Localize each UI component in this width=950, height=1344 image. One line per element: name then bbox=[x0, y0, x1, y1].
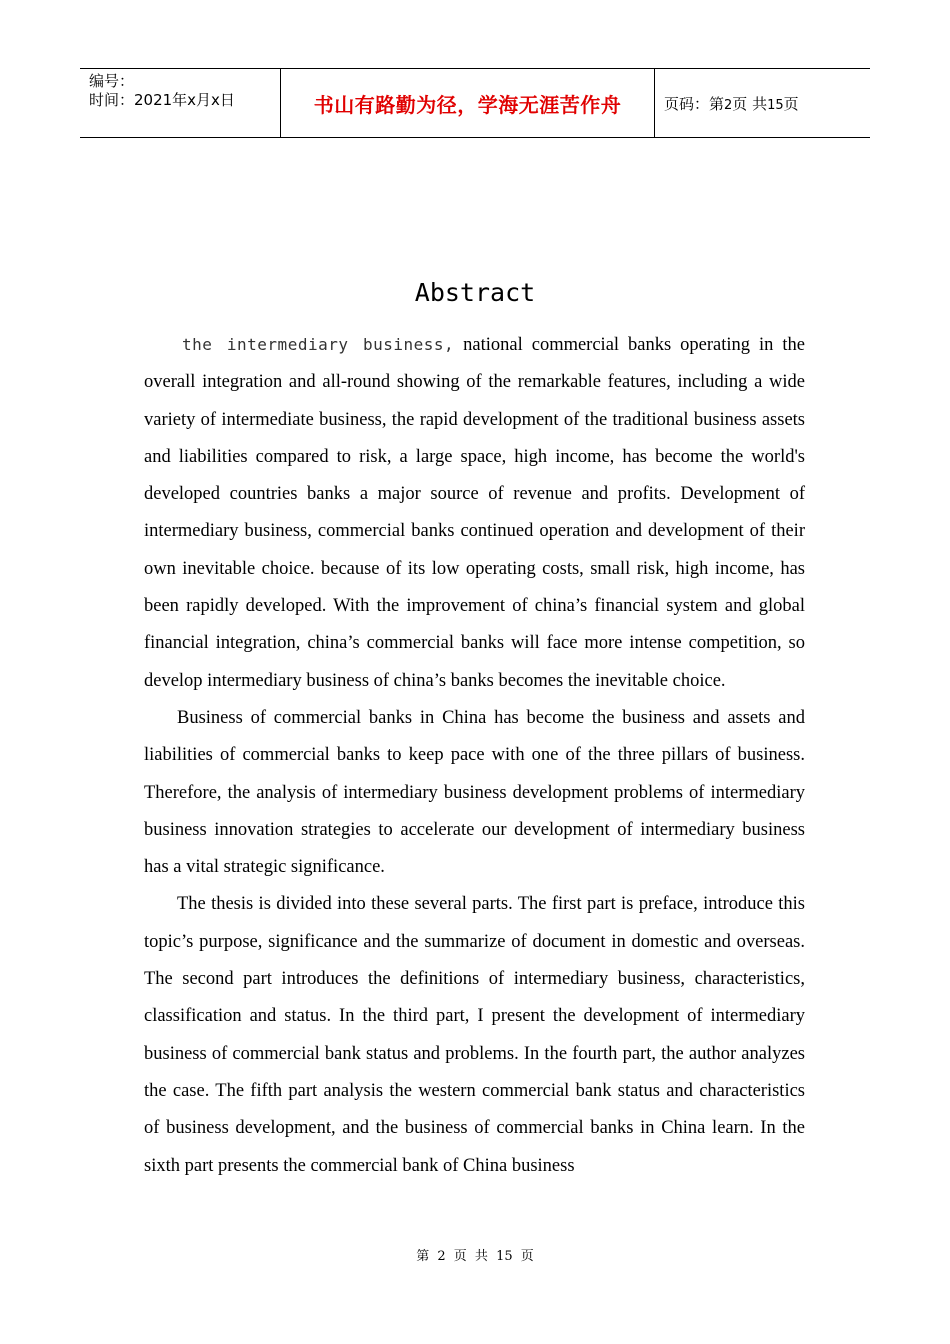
header-motto: 书山有路勤为径，学海无涯苦作舟 bbox=[313, 92, 622, 117]
footer-page-prefix: 第 bbox=[416, 1249, 430, 1264]
abstract-body bbox=[144, 326, 805, 1185]
abstract-paragraph-1 bbox=[144, 326, 805, 700]
footer-page-suffix: 页 bbox=[520, 1249, 534, 1264]
header-page-cell bbox=[655, 69, 870, 137]
header-page-current: 2 bbox=[724, 97, 733, 113]
header-info-cell bbox=[80, 69, 281, 137]
abstract-paragraph-3: The thesis is divided into these several parts. The first part is preface, introduce this topic’s purpose, significance and the summarize of document in domestic and overseas. The second part introduces the definitions of intermediary business, characteristics, classification and status. In the third part, I present the development of intermediary business of commercial bank status and problems. In the fourth part, the author analyzes the case. The fifth part analysis the western commercial bank status and characteristics of business development, and the business of commercial banks in China learn. In the sixth part presents the commercial bank of China business bbox=[144, 894, 805, 1176]
footer-page-mid: 页 共 bbox=[453, 1249, 488, 1264]
footer-page-current: 2 bbox=[437, 1249, 446, 1264]
document-date-label: 时间：2021年x月x日 bbox=[89, 91, 235, 109]
header-page-total: 15 bbox=[767, 97, 784, 113]
header-page-indicator bbox=[664, 93, 799, 114]
abstract-paragraph-2: Business of commercial banks in China has become the business and assets and liabilities of commercial banks to keep pace with one of the three pillars of business. Therefore, the analysis of intermediary business development problems of intermediary business innovation strategies to accelerate our development of intermediary business has a vital strategic significance. bbox=[144, 707, 805, 878]
abstract-paragraph-1-lead: the intermediary business, bbox=[182, 335, 455, 354]
footer-page-total: 15 bbox=[496, 1249, 513, 1264]
header-page-prefix: 页码：第 bbox=[664, 94, 725, 113]
abstract-title: Abstract bbox=[414, 278, 536, 307]
document-number-label: 编号： bbox=[89, 72, 135, 90]
header-page-suffix: 页 bbox=[783, 94, 799, 113]
header-page-mid: 页 共 bbox=[732, 94, 768, 113]
header-motto-cell bbox=[281, 69, 655, 137]
page-header bbox=[80, 68, 870, 138]
page-footer bbox=[0, 1245, 950, 1264]
abstract-paragraph-1-text: national commercial banks operating in the overall integration and all-round showing of the remarkable features, including a wide variety of intermediate business, the rapid development of the traditional business assets and liabilities compared to risk, a large space, high income, has become the world's developed countries banks a major source of revenue and profits. Development of intermediary business, commercial banks continued operation and development of their own inevitable choice. because of its low operating costs, small risk, high income, has been rapidly developed. With the improvement of china’s financial system and global financial integration, china’s commercial banks will face more intense competition, so develop intermediary business of china’s banks becomes the inevitable choice. bbox=[144, 335, 805, 691]
